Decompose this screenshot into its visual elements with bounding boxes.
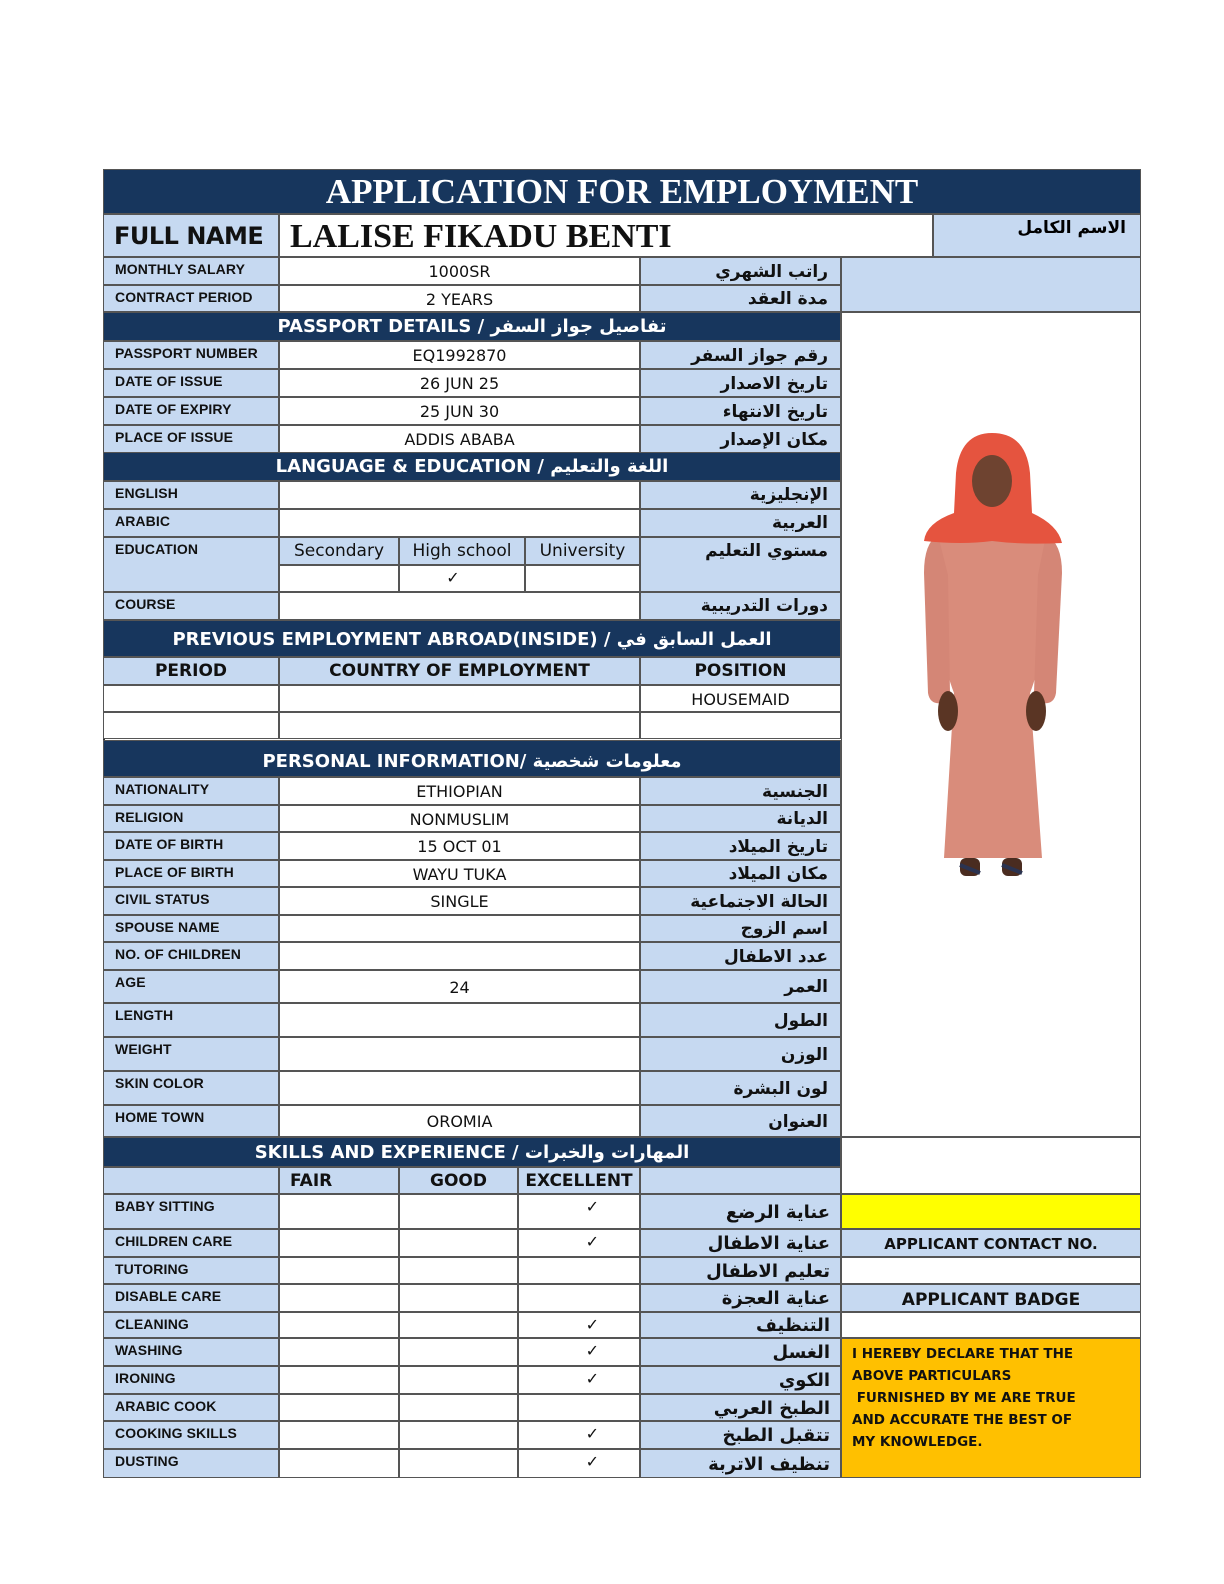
religion-ar-cell bbox=[640, 805, 841, 832]
skin-color-label: SKIN COLOR bbox=[115, 1075, 204, 1091]
passport-number-value: EQ1992870 bbox=[412, 346, 507, 365]
place-of-issue-ar-cell bbox=[640, 425, 841, 453]
washing-label-cell bbox=[103, 1338, 279, 1366]
dusting-excellent-cell[interactable] bbox=[518, 1449, 640, 1478]
badge-label: APPLICANT BADGE bbox=[901, 1290, 1081, 1310]
education-option-label: Secondary bbox=[293, 541, 385, 561]
ironing-label-cell bbox=[103, 1366, 279, 1394]
length-label: LENGTH bbox=[115, 1007, 174, 1023]
arabic-cook-fair-cell[interactable] bbox=[279, 1394, 399, 1421]
civil-status-label-ar: الحالة الاجتماعية bbox=[690, 892, 828, 912]
arabic-label: ARABIC bbox=[115, 513, 171, 529]
date-of-birth-value: 15 OCT 01 bbox=[417, 837, 502, 856]
cleaning-good-cell[interactable] bbox=[399, 1312, 518, 1338]
contact-label: APPLICANT CONTACT NO. bbox=[884, 1235, 1098, 1253]
dress-shape bbox=[937, 525, 1047, 858]
skills-section-header bbox=[103, 1137, 841, 1167]
english-label-ar: الإنجليزية bbox=[749, 485, 828, 505]
children-care-label-ar: عناية الاطفال bbox=[707, 1233, 830, 1254]
arabic-cook-label: ARABIC COOK bbox=[115, 1398, 217, 1414]
english-ar-cell bbox=[640, 481, 841, 509]
education-label-ar: مستوي التعليم bbox=[705, 541, 828, 561]
course-label: COURSE bbox=[115, 596, 176, 612]
date-of-issue-label-ar: تاريخ الاصدار bbox=[720, 374, 828, 394]
arabic-cook-label-ar: الطبخ العربي bbox=[713, 1398, 830, 1419]
english-label: ENGLISH bbox=[115, 485, 178, 501]
washing-label: WASHING bbox=[115, 1342, 183, 1358]
home-town-label-cell bbox=[103, 1105, 279, 1137]
contact-value-cell[interactable] bbox=[841, 1257, 1141, 1284]
skin-color-label-ar: لون البشرة bbox=[733, 1079, 828, 1099]
previous-employment-cell[interactable] bbox=[103, 712, 279, 739]
civil-status-label: CIVIL STATUS bbox=[115, 891, 210, 907]
weight-ar-cell bbox=[640, 1037, 841, 1071]
passport-header-text: PASSPORT DETAILS / تفاصيل جواز السفر bbox=[277, 316, 667, 337]
left-hand bbox=[938, 691, 958, 731]
column-header: GOOD bbox=[430, 1171, 487, 1191]
previous-employment-cell[interactable] bbox=[640, 685, 841, 712]
tutoring-label-cell bbox=[103, 1257, 279, 1284]
disable-care-label: DISABLE CARE bbox=[115, 1288, 222, 1304]
date-of-expiry-label-cell bbox=[103, 397, 279, 425]
arabic-value-cell[interactable] bbox=[279, 509, 640, 537]
education-option-high-school bbox=[399, 537, 525, 565]
tutoring-ar-cell bbox=[640, 1257, 841, 1284]
passport-number-label-ar: رقم جواز السفر bbox=[691, 346, 828, 366]
previous-employment-header-text: PREVIOUS EMPLOYMENT ABROAD(INSIDE) / العمل السابق في bbox=[172, 629, 772, 650]
spouse-name-value-cell[interactable] bbox=[279, 915, 640, 942]
civil-status-label-cell bbox=[103, 887, 279, 915]
full-name-value: LALISE FIKADU BENTI bbox=[290, 218, 672, 255]
date-of-issue-value-cell[interactable] bbox=[279, 369, 640, 397]
cleaning-excellent-cell[interactable] bbox=[518, 1312, 640, 1338]
course-label-cell bbox=[103, 592, 279, 620]
religion-value-cell[interactable] bbox=[279, 805, 640, 832]
tutoring-excellent-cell[interactable] bbox=[518, 1257, 640, 1284]
form-title-bar bbox=[103, 169, 1141, 214]
washing-excellent-cell[interactable] bbox=[518, 1338, 640, 1366]
skills-col-blank bbox=[103, 1167, 279, 1194]
place-of-birth-value-cell[interactable] bbox=[279, 860, 640, 887]
course-value-cell[interactable] bbox=[279, 592, 640, 620]
home-town-label-ar: العنوان bbox=[768, 1112, 828, 1132]
no-of-children-ar-cell bbox=[640, 942, 841, 970]
right-hand bbox=[1026, 691, 1046, 731]
cooking-skills-label-cell bbox=[103, 1421, 279, 1449]
tutoring-label-ar: تعليم الاطفال bbox=[706, 1261, 830, 1282]
children-care-ar-cell bbox=[640, 1229, 841, 1257]
arabic-label-cell bbox=[103, 509, 279, 537]
religion-value: NONMUSLIM bbox=[409, 810, 510, 829]
length-value-cell[interactable] bbox=[279, 1003, 640, 1037]
arabic-cook-excellent-cell[interactable] bbox=[518, 1394, 640, 1421]
contract-period-label: CONTRACT PERIOD bbox=[115, 289, 253, 305]
spouse-name-label-cell bbox=[103, 915, 279, 942]
date-of-expiry-value-cell[interactable] bbox=[279, 397, 640, 425]
disable-care-good-cell[interactable] bbox=[399, 1284, 518, 1312]
column-header: EXCELLENT bbox=[525, 1171, 633, 1191]
length-label-ar: الطول bbox=[773, 1011, 828, 1031]
english-value-cell[interactable] bbox=[279, 481, 640, 509]
weight-label-ar: الوزن bbox=[780, 1045, 828, 1065]
weight-label-cell bbox=[103, 1037, 279, 1071]
date-of-birth-value-cell[interactable] bbox=[279, 832, 640, 860]
education-option-university bbox=[525, 537, 640, 565]
tutoring-good-cell[interactable] bbox=[399, 1257, 518, 1284]
spouse-name-label-ar: اسم الزوج bbox=[740, 919, 828, 939]
home-town-ar-cell bbox=[640, 1105, 841, 1137]
dusting-fair-cell[interactable] bbox=[279, 1449, 399, 1478]
dusting-good-cell[interactable] bbox=[399, 1449, 518, 1478]
children-care-label-cell bbox=[103, 1229, 279, 1257]
full-name-label-ar: الاسم الكامل bbox=[1017, 218, 1126, 238]
nationality-value: ETHIOPIAN bbox=[416, 782, 503, 801]
skills-col-good bbox=[399, 1167, 518, 1194]
education-option-label: High school bbox=[412, 541, 512, 561]
education-check-secondary[interactable] bbox=[279, 565, 399, 592]
passport-section-header bbox=[103, 312, 841, 341]
baby-sitting-excellent-cell[interactable] bbox=[518, 1194, 640, 1229]
education-label: EDUCATION bbox=[115, 541, 199, 557]
cooking-skills-good-cell[interactable] bbox=[399, 1421, 518, 1449]
education-check-university[interactable] bbox=[525, 565, 640, 592]
civil-status-ar-cell bbox=[640, 887, 841, 915]
education-option-secondary bbox=[279, 537, 399, 565]
weight-value-cell[interactable] bbox=[279, 1037, 640, 1071]
tutoring-label: TUTORING bbox=[115, 1261, 189, 1277]
nationality-ar-cell bbox=[640, 777, 841, 805]
course-label-ar: دورات التدريبية bbox=[700, 596, 828, 616]
date-of-expiry-ar-cell bbox=[640, 397, 841, 425]
previous-employment-header bbox=[103, 620, 841, 657]
cooking-skills-excellent-cell[interactable] bbox=[518, 1421, 640, 1449]
cooking-skills-fair-cell[interactable] bbox=[279, 1421, 399, 1449]
contract-period-ar-cell bbox=[640, 285, 841, 312]
monthly-salary-label-cell bbox=[103, 257, 279, 285]
dusting-label: DUSTING bbox=[115, 1453, 179, 1469]
washing-ar-cell bbox=[640, 1338, 841, 1366]
arabic-cook-label-cell bbox=[103, 1394, 279, 1421]
nationality-label-cell bbox=[103, 777, 279, 805]
monthly-salary-value: 1000SR bbox=[428, 262, 491, 281]
declaration-cell bbox=[841, 1338, 1141, 1478]
dusting-ar-cell bbox=[640, 1449, 841, 1478]
skin-color-label-cell bbox=[103, 1071, 279, 1105]
check-mark: ✓ bbox=[585, 1197, 599, 1216]
prev-col-period bbox=[103, 657, 279, 685]
contract-period-label-cell bbox=[103, 285, 279, 312]
cooking-skills-ar-cell bbox=[640, 1421, 841, 1449]
check-mark: ✓ bbox=[585, 1369, 599, 1388]
contract-period-value-cell[interactable] bbox=[279, 285, 640, 312]
column-header: FAIR bbox=[290, 1171, 333, 1191]
cleaning-label: CLEANING bbox=[115, 1316, 189, 1332]
applicant-photo bbox=[842, 313, 1141, 1137]
baby-sitting-label-cell bbox=[103, 1194, 279, 1229]
passport-number-label-cell bbox=[103, 341, 279, 369]
children-care-fair-cell[interactable] bbox=[279, 1229, 399, 1257]
age-label-ar: العمر bbox=[784, 977, 828, 997]
baby-sitting-label-ar: عناية الرضع bbox=[725, 1202, 830, 1223]
check-mark: ✓ bbox=[585, 1452, 599, 1471]
photo-cell bbox=[841, 312, 1141, 1137]
place-of-issue-value: ADDIS ABABA bbox=[404, 430, 515, 449]
baby-sitting-good-cell[interactable] bbox=[399, 1194, 518, 1229]
full-name-arabic-cell bbox=[933, 214, 1141, 257]
age-value-cell[interactable] bbox=[279, 970, 640, 1003]
personal-section-header bbox=[103, 740, 841, 777]
disable-care-ar-cell bbox=[640, 1284, 841, 1312]
date-of-issue-label: DATE OF ISSUE bbox=[115, 373, 223, 389]
age-ar-cell bbox=[640, 970, 841, 1003]
monthly-salary-label-ar: راتب الشهري bbox=[715, 262, 828, 282]
disable-care-label-ar: عناية العجزة bbox=[721, 1288, 830, 1309]
age-value: 24 bbox=[449, 978, 470, 997]
length-label-cell bbox=[103, 1003, 279, 1037]
age-label: AGE bbox=[115, 974, 146, 990]
course-ar-cell bbox=[640, 592, 841, 620]
contract-period-label-ar: مدة العقد bbox=[747, 289, 828, 309]
place-of-issue-label: PLACE OF ISSUE bbox=[115, 429, 234, 445]
monthly-salary-label: MONTHLY SALARY bbox=[115, 261, 246, 277]
no-of-children-label-ar: عدد الاطفال bbox=[724, 947, 828, 967]
arabic-label-ar: العربية bbox=[771, 513, 828, 533]
date-of-birth-label: DATE OF BIRTH bbox=[115, 836, 224, 852]
spouse-name-label: SPOUSE NAME bbox=[115, 919, 220, 935]
date-of-issue-ar-cell bbox=[640, 369, 841, 397]
children-care-excellent-cell[interactable] bbox=[518, 1229, 640, 1257]
civil-status-value-cell[interactable] bbox=[279, 887, 640, 915]
age-label-cell bbox=[103, 970, 279, 1003]
check-mark: ✓ bbox=[585, 1232, 599, 1251]
passport-number-ar-cell bbox=[640, 341, 841, 369]
skills-header-text: SKILLS AND EXPERIENCE / المهارات والخبرات bbox=[254, 1142, 690, 1163]
dusting-label-ar: تنظيف الاتربة bbox=[708, 1454, 830, 1475]
disable-care-label-cell bbox=[103, 1284, 279, 1312]
previous-employment-value: HOUSEMAID bbox=[691, 690, 790, 709]
badge-value-cell[interactable] bbox=[841, 1312, 1141, 1338]
cooking-skills-label: COOKING SKILLS bbox=[115, 1425, 237, 1441]
column-header: PERIOD bbox=[154, 661, 228, 681]
personal-header-text: PERSONAL INFORMATION/ معلومات شخصية bbox=[262, 751, 682, 772]
no-of-children-value-cell[interactable] bbox=[279, 942, 640, 970]
prev-col-position bbox=[640, 657, 841, 685]
religion-label-cell bbox=[103, 805, 279, 832]
contract-blank-cell bbox=[841, 257, 1141, 312]
check-mark: ✓ bbox=[585, 1424, 599, 1443]
education-check-high-school[interactable] bbox=[399, 565, 525, 592]
column-header: COUNTRY OF EMPLOYMENT bbox=[329, 661, 590, 681]
full-name-value-cell[interactable] bbox=[279, 214, 933, 257]
skills-col-blank-ar bbox=[640, 1167, 841, 1194]
column-header: POSITION bbox=[694, 661, 787, 681]
date-of-birth-ar-cell bbox=[640, 832, 841, 860]
place-of-birth-label-cell bbox=[103, 860, 279, 887]
cleaning-label-ar: التنظيف bbox=[756, 1315, 830, 1336]
previous-employment-cell[interactable] bbox=[640, 712, 841, 739]
skills-col-excellent bbox=[518, 1167, 640, 1194]
arabic-cook-ar-cell bbox=[640, 1394, 841, 1421]
nationality-label-ar: الجنسية bbox=[762, 782, 828, 802]
skin-color-ar-cell bbox=[640, 1071, 841, 1105]
prev-col-country bbox=[279, 657, 640, 685]
religion-label-ar: الديانة bbox=[776, 809, 828, 829]
spouse-name-ar-cell bbox=[640, 915, 841, 942]
contract-period-value: 2 YEARS bbox=[425, 290, 494, 309]
badge-label-cell bbox=[841, 1284, 1141, 1312]
skin-color-value-cell[interactable] bbox=[279, 1071, 640, 1105]
place-of-birth-label: PLACE OF BIRTH bbox=[115, 864, 234, 880]
sidebar-blank-cell bbox=[841, 1137, 1141, 1194]
religion-label: RELIGION bbox=[115, 809, 184, 825]
civil-status-value: SINGLE bbox=[430, 892, 489, 911]
washing-good-cell[interactable] bbox=[399, 1338, 518, 1366]
home-town-label: HOME TOWN bbox=[115, 1109, 205, 1125]
children-care-good-cell[interactable] bbox=[399, 1229, 518, 1257]
place-of-issue-label-ar: مكان الإصدار bbox=[720, 430, 828, 450]
washing-fair-cell[interactable] bbox=[279, 1338, 399, 1366]
arabic-cook-good-cell[interactable] bbox=[399, 1394, 518, 1421]
face bbox=[972, 455, 1012, 507]
highlight-cell bbox=[841, 1194, 1141, 1229]
length-ar-cell bbox=[640, 1003, 841, 1037]
date-of-expiry-label-ar: تاريخ الانتهاء bbox=[722, 402, 828, 422]
ironing-label-ar: الكوي bbox=[778, 1370, 830, 1391]
date-of-birth-label-cell bbox=[103, 832, 279, 860]
contact-label-cell bbox=[841, 1229, 1141, 1257]
date-of-issue-label-cell bbox=[103, 369, 279, 397]
previous-employment-cell[interactable] bbox=[279, 712, 640, 739]
form-title: APPLICATION FOR EMPLOYMENT bbox=[325, 172, 919, 211]
home-town-value: OROMIA bbox=[426, 1112, 493, 1131]
previous-employment-cell[interactable] bbox=[279, 685, 640, 712]
baby-sitting-fair-cell[interactable] bbox=[279, 1194, 399, 1229]
disable-care-excellent-cell[interactable] bbox=[518, 1284, 640, 1312]
no-of-children-label: NO. OF CHILDREN bbox=[115, 946, 241, 962]
place-of-birth-value: WAYU TUKA bbox=[412, 865, 507, 884]
ironing-good-cell[interactable] bbox=[399, 1366, 518, 1394]
cleaning-label-cell bbox=[103, 1312, 279, 1338]
ironing-excellent-cell[interactable] bbox=[518, 1366, 640, 1394]
place-of-issue-value-cell[interactable] bbox=[279, 425, 640, 453]
passport-number-label: PASSPORT NUMBER bbox=[115, 345, 258, 361]
cooking-skills-label-ar: تتقبل الطبخ bbox=[722, 1425, 830, 1446]
cleaning-ar-cell bbox=[640, 1312, 841, 1338]
nationality-label: NATIONALITY bbox=[115, 781, 210, 797]
disable-care-fair-cell[interactable] bbox=[279, 1284, 399, 1312]
full-name-label: FULL NAME bbox=[114, 222, 264, 250]
washing-label-ar: الغسل bbox=[772, 1342, 830, 1363]
baby-sitting-label: BABY SITTING bbox=[115, 1198, 215, 1214]
education-option-label: University bbox=[539, 541, 626, 561]
place-of-issue-label-cell bbox=[103, 425, 279, 453]
baby-sitting-ar-cell bbox=[640, 1194, 841, 1229]
declaration-text: I HEREBY DECLARE THAT THE ABOVE PARTICULARS FURNISHED BY ME ARE TRUE AND ACCURATE THE BEST OF MY KNOWLEDGE. bbox=[852, 1346, 1076, 1450]
date-of-expiry-label: DATE OF EXPIRY bbox=[115, 401, 232, 417]
no-of-children-label-cell bbox=[103, 942, 279, 970]
check-mark: ✓ bbox=[585, 1315, 599, 1334]
full-name-label-cell bbox=[103, 214, 279, 257]
cleaning-fair-cell[interactable] bbox=[279, 1312, 399, 1338]
passport-number-value-cell[interactable] bbox=[279, 341, 640, 369]
language-section-header bbox=[103, 452, 841, 481]
date-of-issue-value: 26 JUN 25 bbox=[419, 374, 500, 393]
monthly-salary-ar-cell bbox=[640, 257, 841, 285]
skills-col-fair bbox=[279, 1167, 399, 1194]
ironing-fair-cell[interactable] bbox=[279, 1366, 399, 1394]
date-of-expiry-value: 25 JUN 30 bbox=[419, 402, 500, 421]
place-of-birth-ar-cell bbox=[640, 860, 841, 887]
arabic-ar-cell bbox=[640, 509, 841, 537]
tutoring-fair-cell[interactable] bbox=[279, 1257, 399, 1284]
previous-employment-cell[interactable] bbox=[103, 685, 279, 712]
education-ar-cell bbox=[640, 537, 841, 592]
dusting-label-cell bbox=[103, 1449, 279, 1478]
english-label-cell bbox=[103, 481, 279, 509]
home-town-value-cell[interactable] bbox=[279, 1105, 640, 1137]
nationality-value-cell[interactable] bbox=[279, 777, 640, 805]
check-mark: ✓ bbox=[446, 568, 460, 587]
ironing-label: IRONING bbox=[115, 1370, 176, 1386]
language-header-text: LANGUAGE & EDUCATION / اللغة والتعليم bbox=[275, 456, 669, 477]
check-mark: ✓ bbox=[585, 1341, 599, 1360]
place-of-birth-label-ar: مكان الميلاد bbox=[728, 864, 828, 884]
weight-label: WEIGHT bbox=[115, 1041, 172, 1057]
children-care-label: CHILDREN CARE bbox=[115, 1233, 233, 1249]
ironing-ar-cell bbox=[640, 1366, 841, 1394]
date-of-birth-label-ar: تاريخ الميلاد bbox=[728, 837, 828, 857]
education-label-cell bbox=[103, 537, 279, 592]
monthly-salary-value-cell[interactable] bbox=[279, 257, 640, 285]
